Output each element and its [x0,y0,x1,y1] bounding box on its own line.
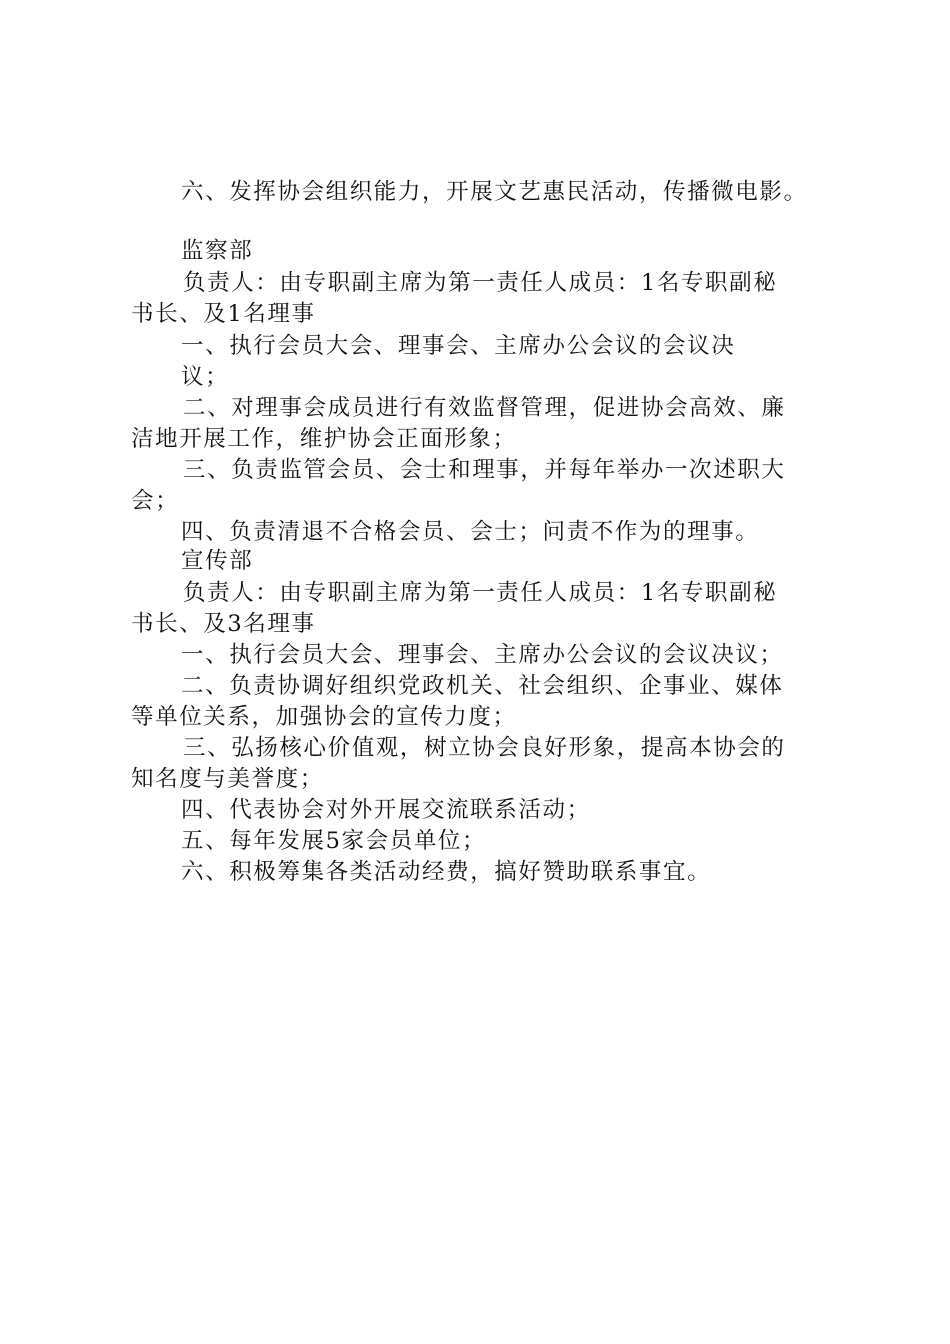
paragraph-line: 洁地开展工作，维护协会正面形象； [131,426,517,452]
paragraph-line: 一、执行会员大会、理事会、主席办公会议的会议决议； [181,642,784,668]
paragraph-line: 四、负责清退不合格会员、会士；问责不作为的理事。 [181,519,760,545]
paragraph-line: 三、弘扬核心价值观，树立协会良好形象，提高本协会的 [183,735,786,761]
paragraph-line: 五、每年发展5家会员单位； [181,828,487,854]
paragraph-line: 六、发挥协会组织能力，开展文艺惠民活动，传播微电影。 [181,179,808,205]
paragraph-line: 负责人：由专职副主席为第一责任人成员：1名专职副秘 [183,270,778,296]
section-title-publicity: 宣传部 [181,548,254,574]
paragraph-line: 书长、及3名理事 [131,611,316,637]
paragraph-line: 四、代表协会对外开展交流联系活动； [181,797,591,823]
paragraph-line: 二、负责协调好组织党政机关、社会组织、企事业、媒体 [181,673,784,699]
paragraph-line: 议； [181,364,230,390]
paragraph-line: 负责人：由专职副主席为第一责任人成员：1名专职副秘 [183,580,778,606]
paragraph-line: 知名度与美誉度； [131,766,324,792]
paragraph-line: 三、负责监管会员、会士和理事，并每年举办一次述职大 [183,457,786,483]
paragraph-line: 二、对理事会成员进行有效监督管理，促进协会高效、廉 [183,395,786,421]
paragraph-line: 会； [131,488,180,514]
paragraph-line: 书长、及1名理事 [131,301,316,327]
section-title-supervision: 监察部 [181,238,254,264]
paragraph-line: 一、执行会员大会、理事会、主席办公会议的会议决 [181,333,736,359]
paragraph-line: 等单位关系，加强协会的宣传力度； [131,704,517,730]
paragraph-line: 六、积极筹集各类活动经费，搞好赞助联系事宜。 [181,859,712,885]
